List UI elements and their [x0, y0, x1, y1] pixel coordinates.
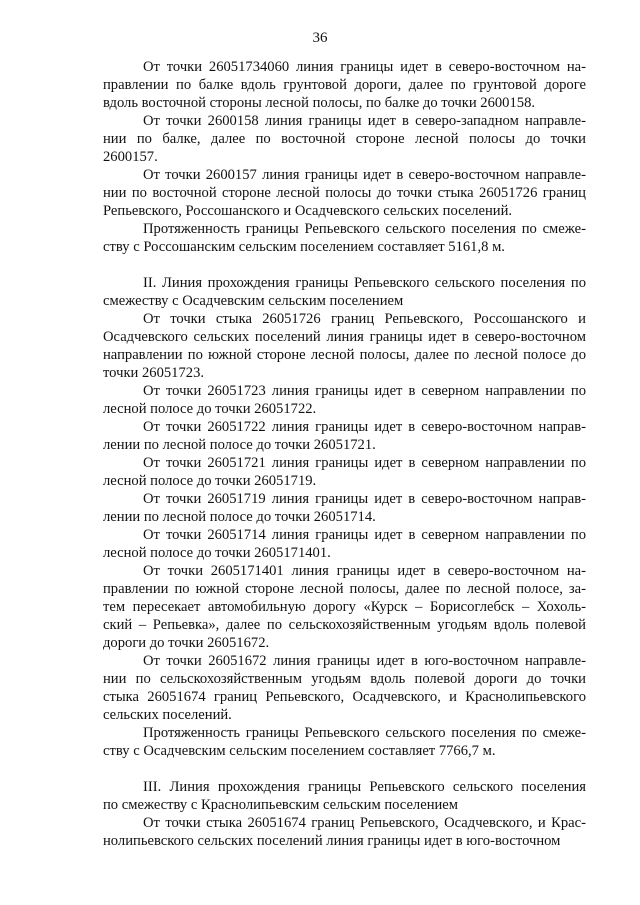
text-line: II. Линия прохождения границы Репьевского сельского поселения по — [143, 275, 586, 291]
document-body — [103, 58, 586, 850]
text-line: ству с Осадчевским сельским поселением составляет 7766,7 м. — [103, 743, 496, 759]
text-line: Протяженность границы Репьевского сельского поселения по смеже- — [143, 221, 586, 237]
text-line: тем пересекает автомобильную дорогу «Курск – Борисоглебск – Хохоль- — [103, 599, 586, 615]
text-line: От точки 26051714 линия границы идет в северном направлении по — [143, 527, 586, 543]
text-line: От точки 26051734060 линия границы идет в северо-восточном на- — [143, 59, 586, 75]
text-line: правлении по южной стороне лесной полосы, далее по лесной полосе, за- — [103, 581, 586, 597]
text-line: лесной полосе до точки 26051722. — [103, 401, 317, 417]
paragraph — [103, 526, 586, 562]
text-line: лении по лесной полосе до точки 26051721. — [103, 437, 376, 453]
text-line: сельских поселений. — [103, 707, 232, 723]
paragraph — [103, 274, 586, 310]
paragraph — [103, 382, 586, 418]
text-line: лесной полосе до точки 2605171401. — [103, 545, 331, 561]
page-number: 36 — [312, 30, 328, 46]
paragraph — [103, 490, 586, 526]
text-line: лении по лесной полосе до точки 26051714. — [103, 509, 376, 525]
paragraph — [103, 166, 586, 220]
text-line: От точки 26051719 линия границы идет в северо-восточном направ- — [143, 491, 586, 507]
paragraph — [103, 454, 586, 490]
text-line: по смежеству с Краснолипьевским сельским поселением — [103, 797, 459, 813]
text-line: нии по восточной стороне лесной полосы до точки стыка 26051726 границ — [103, 185, 586, 201]
text-line: От точки 2605171401 линия границы идет в северо-восточном на- — [143, 563, 586, 579]
paragraph — [103, 418, 586, 454]
paragraph — [103, 562, 586, 652]
text-line: лесной полосе до точки 26051719. — [103, 473, 317, 489]
text-line: От точки 26051672 линия границы идет в юго-восточном направле- — [143, 653, 586, 669]
paragraph — [103, 724, 586, 760]
text-line: Репьевского, Россошанского и Осадчевского сельских поселений. — [103, 203, 513, 219]
text-line: нии по балке, далее по восточной стороне лесной полосы до точки — [103, 131, 586, 147]
text-line: ский – Репьевка», далее по сельскохозяйственным угодьям вдоль полевой — [103, 617, 586, 633]
paragraph — [103, 220, 586, 256]
text-line: 2600157. — [103, 149, 158, 165]
text-line: От точки стыка 26051726 границ Репьевского, Россошанского и — [143, 311, 586, 327]
paragraph — [103, 310, 586, 382]
text-line: От точки 26051723 линия границы идет в северном направлении по — [143, 383, 586, 399]
text-line: От точки 2600158 линия границы идет в северо-западном направле- — [143, 113, 586, 129]
text-line: III. Линия прохождения границы Репьевского сельского поселения — [143, 779, 586, 795]
paragraph — [103, 652, 586, 724]
text-line: нии по сельскохозяйственным угодьям вдоль полевой дороги до точки — [103, 671, 586, 687]
text-line: Протяженность границы Репьевского сельского поселения по смеже- — [143, 725, 586, 741]
text-line: От точки 2600157 линия границы идет в северо-восточном направле- — [143, 167, 586, 183]
text-line: Осадчевского сельских поселений линия границы идет в северо-восточном — [103, 329, 586, 345]
paragraph — [103, 778, 586, 814]
text-line: От точки 26051722 линия границы идет в северо-восточном направ- — [143, 419, 586, 435]
text-line: стыка 26051674 границ Репьевского, Осадчевского, и Краснолипьевского — [103, 689, 586, 705]
text-line: вдоль восточной стороны лесной полосы, по балке до точки 2600158. — [103, 95, 536, 111]
text-line: дороги до точки 26051672. — [103, 635, 270, 651]
text-line: правлении по балке вдоль грунтовой дороги, далее по грунтовой дороге — [103, 77, 586, 93]
text-line: точки 26051723. — [103, 365, 205, 381]
text-line: От точки 26051721 линия границы идет в северном направлении по — [143, 455, 586, 471]
text-line: смежеству с Осадчевским сельским поселением — [103, 293, 404, 309]
paragraph — [103, 112, 586, 166]
text-line: От точки стыка 26051674 границ Репьевского, Осадчевского, и Крас- — [143, 815, 586, 831]
text-line: направлении по южной стороне лесной полосы, далее по лесной полосе до — [103, 347, 586, 363]
text-line: нолипьевского сельских поселений линия границы идет в юго-восточном — [103, 833, 561, 849]
text-line: ству с Россошанским сельским поселением составляет 5161,8 м. — [103, 239, 505, 255]
paragraph — [103, 814, 586, 850]
paragraph — [103, 58, 586, 112]
